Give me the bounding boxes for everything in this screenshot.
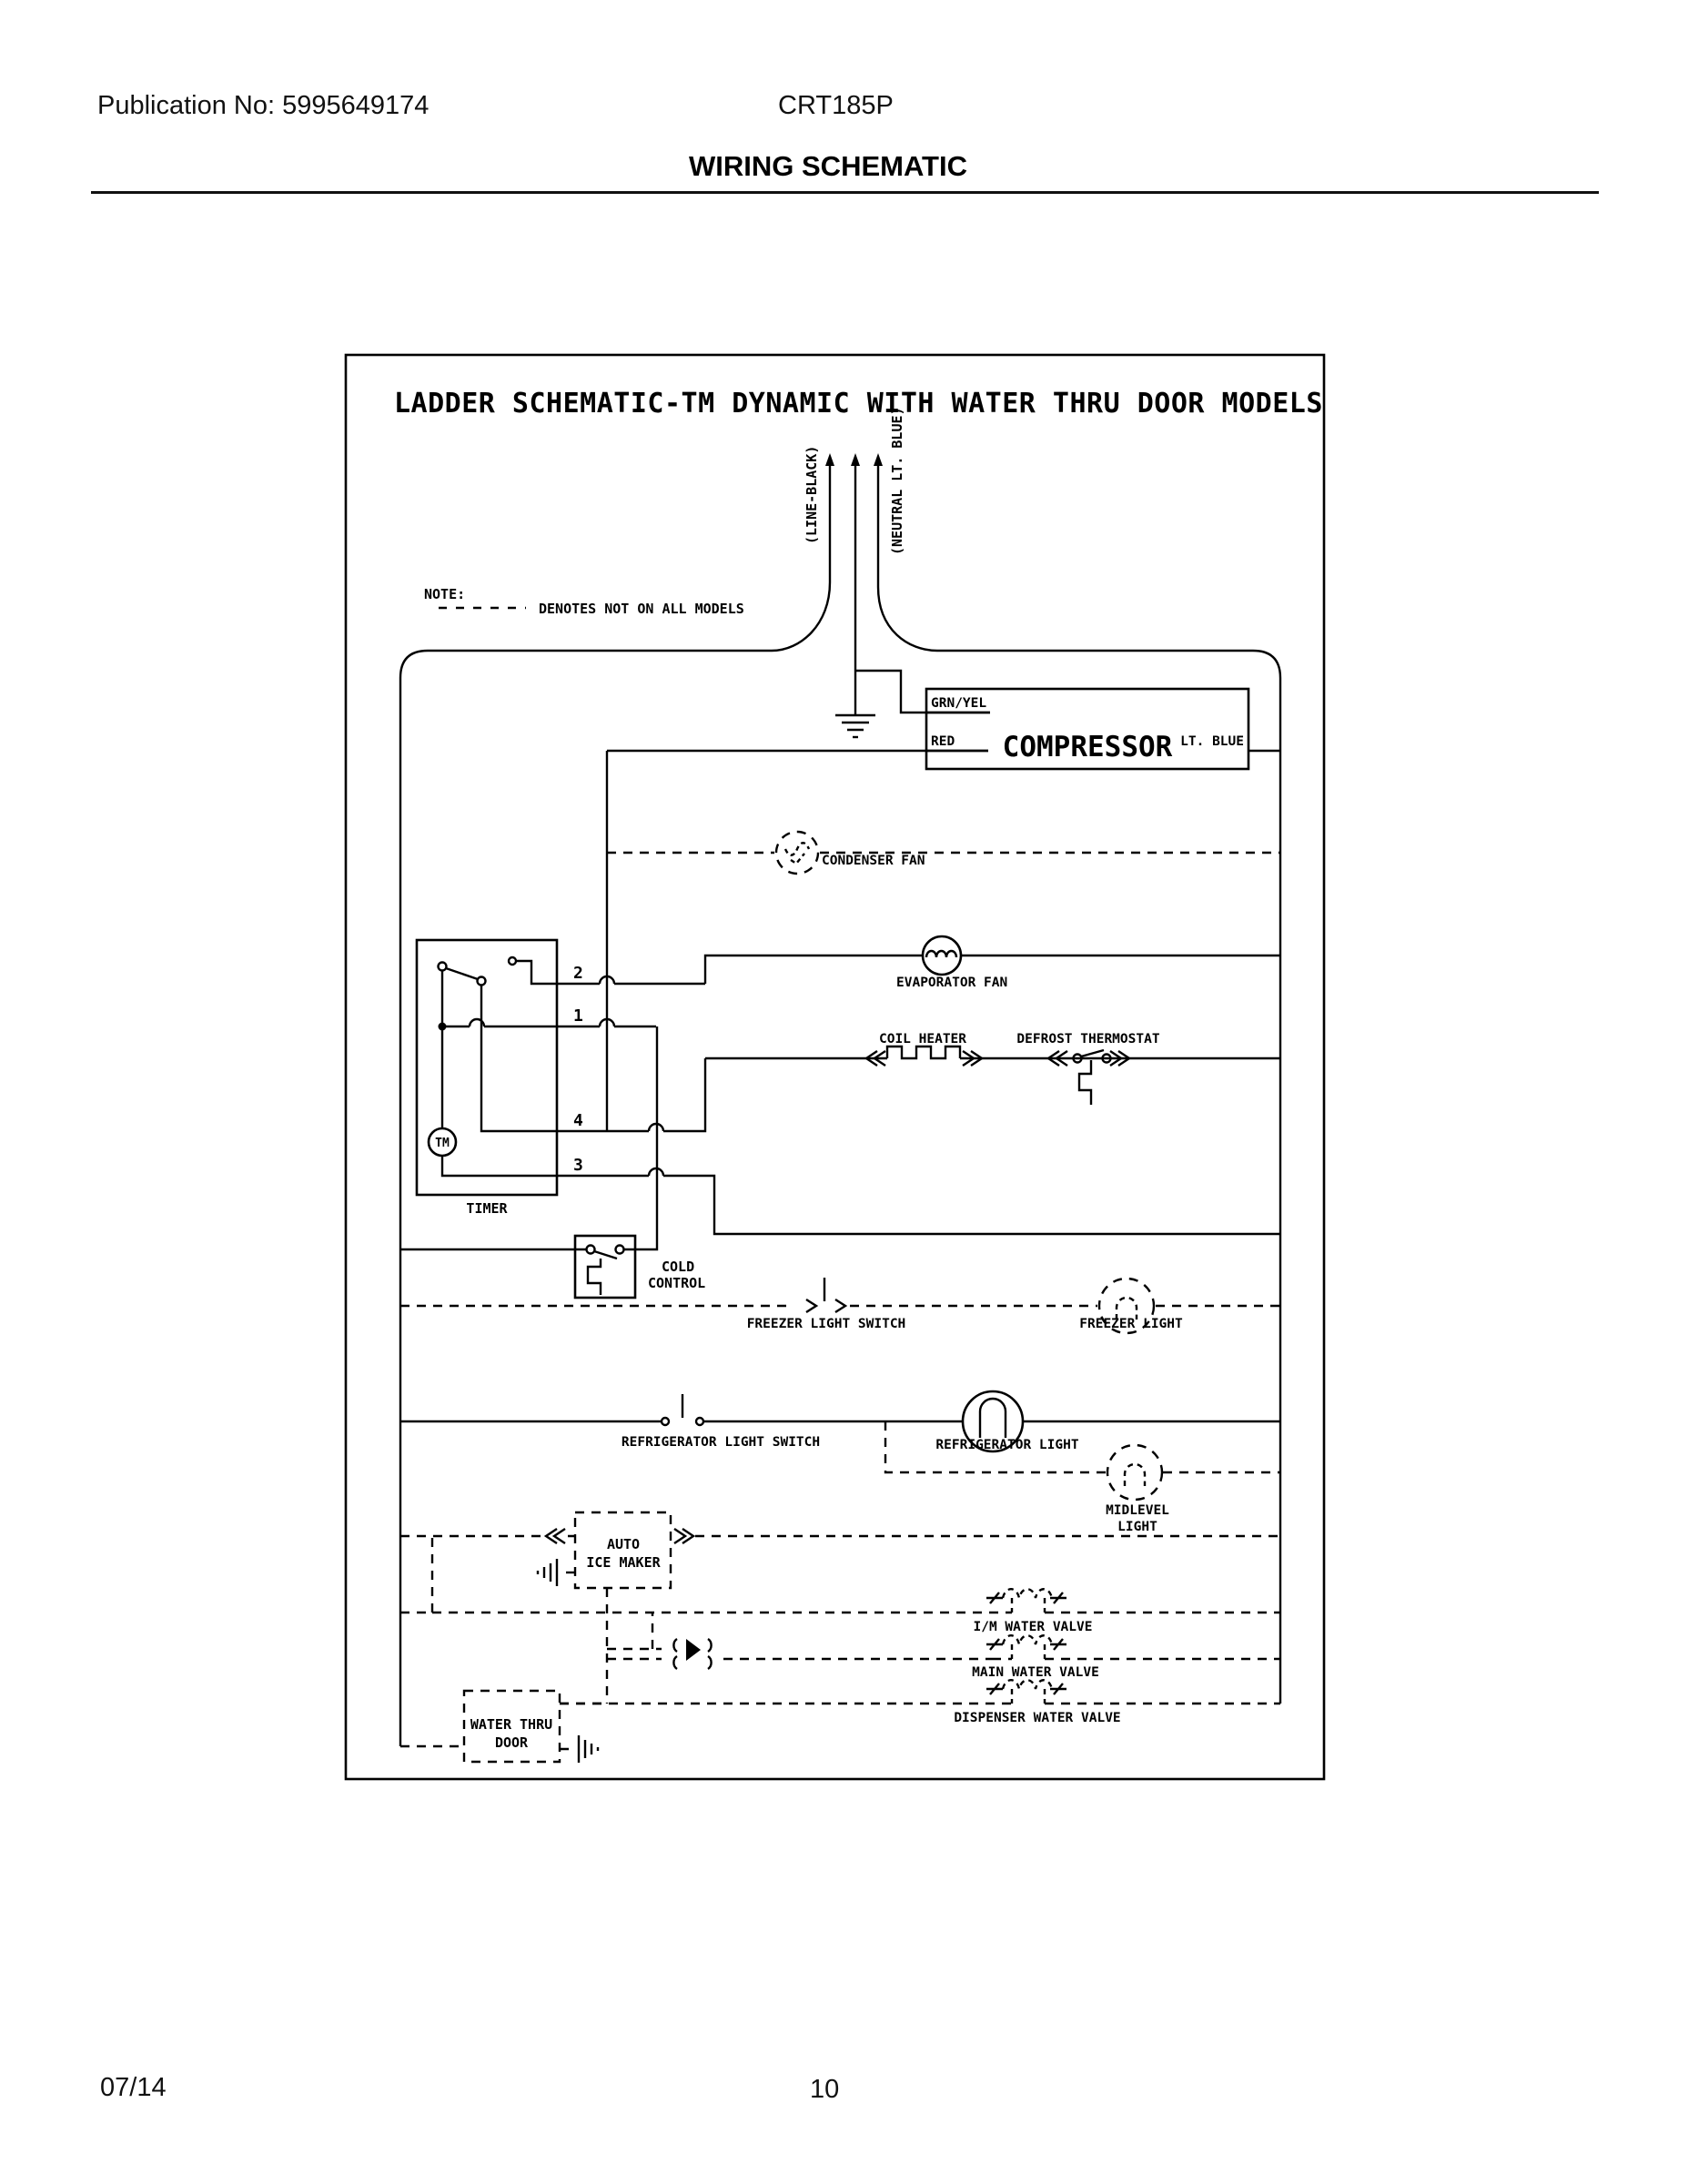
- schematic-frame: [346, 355, 1324, 1779]
- main-water-valve-icon: [986, 1635, 1066, 1659]
- water-valves: [400, 1536, 1280, 1725]
- midlevel-light-label-2: LIGHT: [1117, 1520, 1157, 1534]
- neutral-blue-label: (NEUTRAL LT. BLUE): [889, 407, 905, 555]
- schematic-title: LADDER SCHEMATIC-TM DYNAMIC WITH WATER THRU DOOR MODELS: [394, 388, 1323, 420]
- water-thru-door-label-2: DOOR: [494, 1734, 529, 1751]
- note-label: NOTE:: [424, 586, 466, 602]
- defrost-thermostat-icon: [1081, 1050, 1104, 1057]
- line-black-label: (LINE-BLACK): [804, 445, 820, 544]
- freezer-light-switch-label: FREEZER LIGHT SWITCH: [746, 1317, 906, 1331]
- main-water-valve-label: MAIN WATER VALVE: [972, 1665, 1099, 1680]
- freezer-light-switch-icon: [806, 1278, 845, 1312]
- timer-terminal-1: 1: [573, 1006, 583, 1026]
- defrost-circuit: [705, 1032, 1280, 1105]
- compressor: [607, 671, 1280, 769]
- water-thru-door-label-1: WATER THRU: [470, 1716, 553, 1733]
- coil-heater-icon: [887, 1046, 960, 1058]
- auto-ice-maker-label-2: ICE MAKER: [586, 1554, 661, 1571]
- timer-terminal-4: 4: [573, 1111, 583, 1130]
- cold-control-box: [575, 1236, 635, 1298]
- compressor-terminal-grnyel: GRN/YEL: [931, 696, 987, 711]
- harness-connector: [607, 1613, 992, 1669]
- footer-page-number: 10: [810, 2075, 840, 2104]
- header-rule: [91, 191, 1599, 194]
- evaporator-fan: [705, 936, 1280, 990]
- power-lines: [772, 407, 937, 737]
- coil-heater-label: COIL HEATER: [878, 1032, 967, 1046]
- im-water-valve-icon: [986, 1589, 1066, 1613]
- midlevel-light-label-1: MIDLEVEL: [1106, 1503, 1169, 1518]
- refrigerator-light-switch-label: REFRIGERATOR LIGHT SWITCH: [621, 1435, 821, 1450]
- model-number: CRT185P: [778, 91, 894, 120]
- condenser-fan-icon: [776, 832, 818, 874]
- compressor-terminal-ltblue: LT. BLUE: [1180, 734, 1244, 749]
- midlevel-light-icon: [1107, 1445, 1162, 1500]
- freezer-light-circuit: [400, 1278, 1280, 1333]
- water-thru-door: [400, 1691, 607, 1763]
- footer-date: 07/14: [100, 2073, 167, 2102]
- cold-control: [400, 1026, 705, 1298]
- rails: [400, 651, 1280, 1746]
- note: [424, 586, 744, 617]
- freezer-light-label: FREEZER LIGHT: [1079, 1317, 1183, 1331]
- page-title: WIRING SCHEMATIC: [689, 150, 967, 182]
- refrigerator-light-circuit: [400, 1391, 1280, 1534]
- im-water-valve-label: I/M WATER VALVE: [973, 1620, 1093, 1634]
- timer-terminal-3: 3: [573, 1156, 583, 1175]
- ground-icon: [579, 1735, 598, 1763]
- timer-terminal-2: 2: [573, 964, 583, 983]
- compressor-terminal-red: RED: [931, 734, 955, 749]
- refrigerator-light-label: REFRIGERATOR LIGHT: [935, 1438, 1079, 1452]
- wiring-schematic: [344, 353, 1327, 1782]
- timer-label: TIMER: [466, 1200, 508, 1217]
- timer-box: [417, 940, 557, 1195]
- defrost-thermostat-label: DEFROST THERMOSTAT: [1016, 1032, 1160, 1046]
- cold-control-label-2: CONTROL: [648, 1275, 706, 1291]
- dispenser-water-valve-icon: [986, 1680, 1066, 1704]
- condenser-fan-label: CONDENSER FAN: [822, 854, 925, 868]
- cold-control-label-1: COLD: [662, 1259, 695, 1275]
- ground-icon: [835, 715, 875, 737]
- evaporator-fan-label: EVAPORATOR FAN: [896, 976, 1008, 990]
- ground-icon: [538, 1559, 557, 1586]
- dispenser-water-valve-label: DISPENSER WATER VALVE: [954, 1711, 1121, 1725]
- note-text: DENOTES NOT ON ALL MODELS: [539, 601, 744, 617]
- auto-ice-maker-label-1: AUTO: [606, 1536, 641, 1552]
- auto-ice-maker: [400, 1512, 1280, 1704]
- compressor-label: COMPRESSOR: [1002, 731, 1173, 763]
- connector-icon: [673, 1639, 677, 1669]
- publication-number: Publication No: 5995649174: [97, 91, 430, 120]
- timer-motor-label: TM: [435, 1137, 450, 1150]
- condenser-fan: [607, 832, 1280, 874]
- timer: [417, 940, 1280, 1234]
